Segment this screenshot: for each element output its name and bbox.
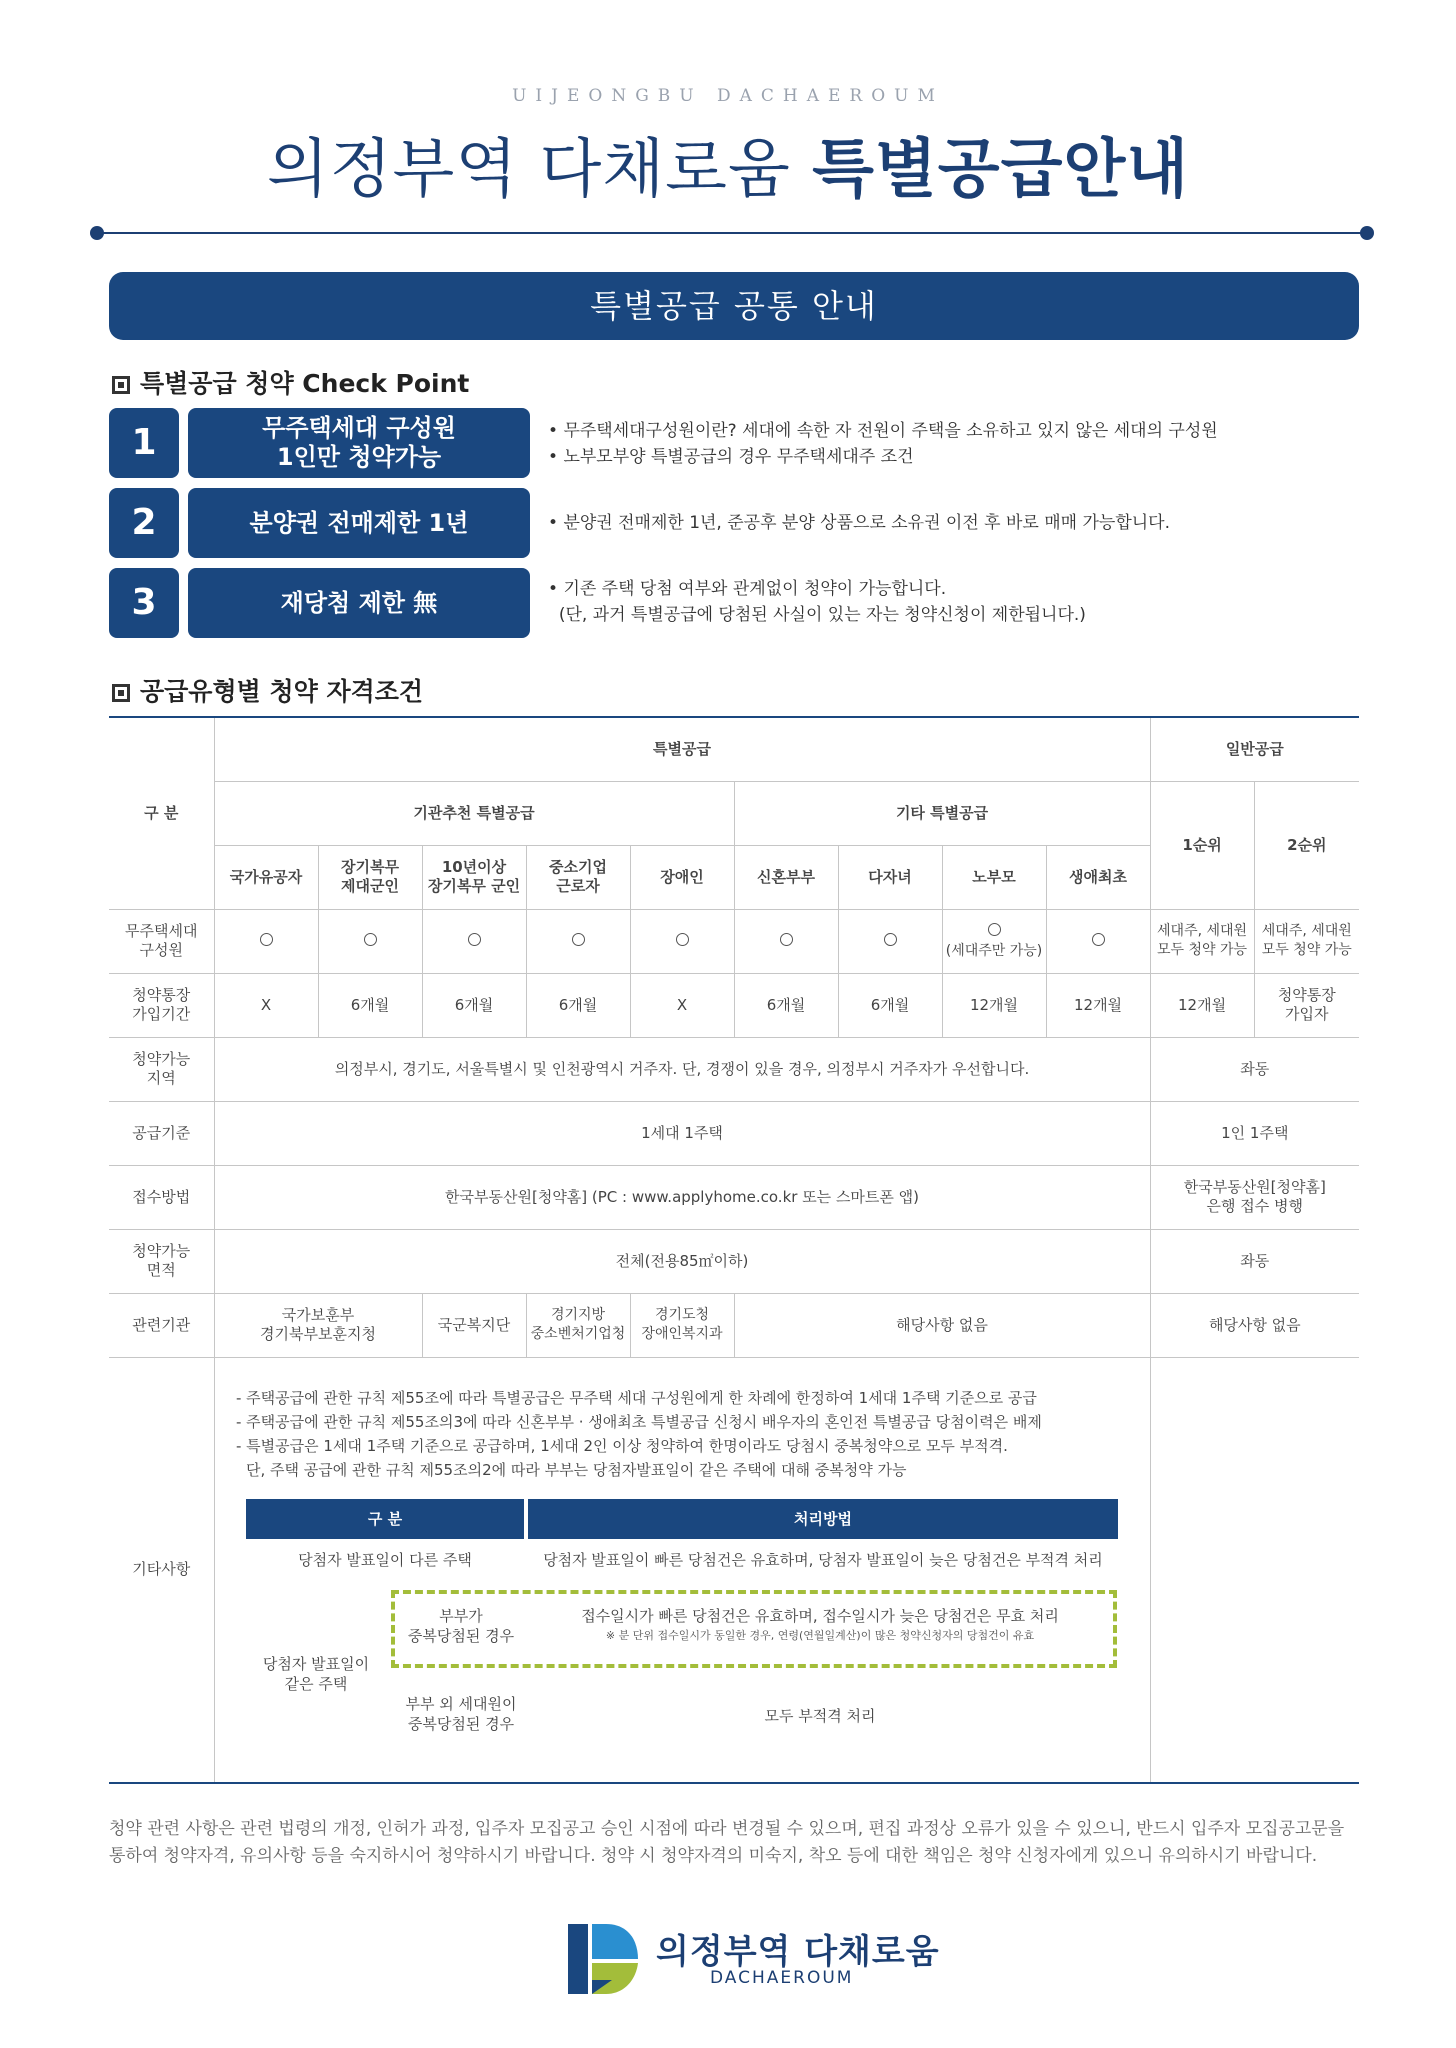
cell-value: 6개월: [526, 973, 630, 1037]
cell-circle: [318, 909, 422, 973]
cell-value: X: [630, 973, 734, 1037]
cell-value: 6개월: [422, 973, 526, 1037]
cell-circle: [214, 909, 318, 973]
checkpoint-label-3: 재당첨 제한 無: [188, 568, 530, 638]
header-general: 일반공급: [1150, 717, 1359, 781]
cell-general-supply: 1인 1주택: [1150, 1101, 1359, 1165]
sub-header-method: 처리방법: [528, 1499, 1118, 1539]
checkpoint-number-1: 1: [109, 408, 179, 478]
diff-date-label: 당첨자 발표일이 다른 주택: [298, 1551, 472, 1569]
cell-circle: [838, 909, 942, 973]
row-label-agency: 관련기관: [109, 1293, 214, 1357]
cell-value: 6개월: [838, 973, 942, 1037]
cell-second-homeless: 세대주, 세대원 모두 청약 가능: [1254, 909, 1359, 973]
cell-first-homeless: 세대주, 세대원 모두 청약 가능: [1150, 909, 1254, 973]
cell-agency: 국가보훈부 경기북부보훈지청: [214, 1293, 422, 1357]
header-other-special: 기타 특별공급: [734, 781, 1150, 845]
col-header: 국가유공자: [214, 845, 318, 909]
header-second-rank: 2순위: [1254, 781, 1359, 909]
diff-date-method: 당첨자 발표일이 빠른 당첨건은 유효하며, 당첨자 발표일이 늦은 당첨건은 부적격 처리: [543, 1551, 1103, 1569]
qualification-section-title: 공급유형별 청약 자격조건: [112, 672, 423, 708]
row-label-region: 청약가능 지역: [109, 1037, 214, 1101]
square-bullet-icon: [112, 376, 130, 394]
cell-value: 12개월: [1046, 973, 1150, 1037]
row-label-homeless: 무주택세대 구성원: [109, 909, 214, 973]
cell-circle: [422, 909, 526, 973]
row-label-method: 접수방법: [109, 1165, 214, 1229]
cell-agency: 국군복지단: [422, 1293, 526, 1357]
cell-supply: 1세대 1주택: [214, 1101, 1150, 1165]
cell-value: 12개월: [942, 973, 1046, 1037]
divider-dot-right: [1360, 226, 1374, 240]
page-title: [0, 118, 1456, 210]
col-header: 10년이상 장기복무 군인: [422, 845, 526, 909]
col-header: 노부모: [942, 845, 1046, 909]
circle-icon: [260, 933, 273, 946]
other-member-label: 부부 외 세대원이 중복당첨된 경우: [405, 1695, 517, 1733]
col-header: 신혼부부: [734, 845, 838, 909]
cell-value: 6개월: [318, 973, 422, 1037]
circle-icon: [572, 933, 585, 946]
couple-label: 부부가 중복당첨된 경우: [407, 1607, 515, 1645]
cell-region: 의정부시, 경기도, 서울특별시 및 인천광역시 거주자. 단, 경쟁이 있을 경우, 의정부시 거주자가 우선합니다.: [214, 1037, 1150, 1101]
checkpoint-label-2: 분양권 전매제한 1년: [188, 488, 530, 558]
circle-icon: [780, 933, 793, 946]
cell-circle: [630, 909, 734, 973]
cell-circle: [1046, 909, 1150, 973]
cell-general-method: 한국부동산원[청약홈] 은행 접수 병행: [1150, 1165, 1359, 1229]
cell-general-etc: [1150, 1357, 1359, 1783]
logo-korean: 의정부역 다채로움: [656, 1932, 940, 1972]
cell-circle: [734, 909, 838, 973]
cell-agency: 경기지방 중소벤처기업청: [526, 1293, 630, 1357]
header-special: 특별공급: [214, 717, 1150, 781]
checkpoint-desc-1: • 무주택세대구성원이란? 세대에 속한 자 전원이 주택을 소유하고 있지 않은 세대의 구성원 • 노부모부양 특별공급의 경우 무주택세대주 조건: [548, 418, 1218, 470]
other-member-method: 모두 부적격 처리: [764, 1707, 876, 1725]
title-bold: 특별공급안내: [812, 133, 1190, 207]
checkpoint-section-title: 특별공급 청약 Check Point: [112, 364, 469, 400]
row-label-account: 청약통장 가입기간: [109, 973, 214, 1037]
circle-icon: [676, 933, 689, 946]
cell-agency-none: 해당사항 없음: [734, 1293, 1150, 1357]
checkpoint-desc-3: • 기존 주택 당첨 여부와 관계없이 청약이 가능합니다. (단, 과거 특별공급에 당첨된 사실이 있는 자는 청약신청이 제한됩니다.): [548, 576, 1086, 628]
dachaeroum-logo-icon: [566, 1922, 640, 1996]
cell-general-area: 좌동: [1150, 1229, 1359, 1293]
row-label-area: 청약가능 면적: [109, 1229, 214, 1293]
section-banner: 특별공급 공통 안내: [109, 272, 1359, 340]
english-subtitle: UIJEONGBU DACHAEROUM: [512, 86, 944, 106]
couple-method: 접수일시가 빠른 당첨건은 유효하며, 접수일시가 늦은 당첨건은 무효 처리 ※ 분 단위 접수일시가 동일한 경우, 연령(연월일계산)이 많은 청약신청자의 당첨건이 유효: [581, 1607, 1059, 1642]
checkpoint-number-2: 2: [109, 488, 179, 558]
square-bullet-icon: [112, 684, 130, 702]
header-first-rank: 1순위: [1150, 781, 1254, 909]
col-header: 장애인: [630, 845, 734, 909]
cell-value: 6개월: [734, 973, 838, 1037]
checkpoint-desc-2: • 분양권 전매제한 1년, 준공후 분양 상품으로 소유권 이전 후 바로 매매 가능합니다.: [548, 510, 1170, 536]
sub-header-gubun: 구 분: [246, 1499, 524, 1539]
cell-circle: [526, 909, 630, 973]
disclaimer: 청약 관련 사항은 관련 법령의 개정, 인허가 과정, 입주자 모집공고 승인 시점에 따라 변경될 수 있으며, 편집 과정상 오류가 있을 수 있으니, 반드시 입주자 모집공고문을 통하여 청약자격, 유의사항 등을 숙지하시어 청약하시기 바랍니다. 청약 시 청약자격의 미숙지, 착오 등에 대한 책임은 청약 신청자에게 있으니 유의하시기 바랍니다.: [109, 1819, 1345, 1866]
logo-english: DACHAEROUM: [710, 1968, 854, 1988]
cell-agency: 경기도청 장애인복지과: [630, 1293, 734, 1357]
circle-icon: [988, 923, 1001, 936]
circle-icon: [1092, 933, 1105, 946]
cell-second-account: 청약통장 가입자: [1254, 973, 1359, 1037]
same-date-label: 당첨자 발표일이 같은 주택: [262, 1655, 370, 1693]
header-institution: 기관추천 특별공급: [214, 781, 734, 845]
checkpoint-number-3: 3: [109, 568, 179, 638]
etc-notes: - 주택공급에 관한 규칙 제55조에 따라 특별공급은 무주택 세대 구성원에게 한 차례에 한정하여 1세대 1주택 기준으로 공급 - 주택공급에 관한 규칙 제55조의3에 따라 신혼부부 · 생애최초 특별공급 신청시 배우자의 혼인전 특별공급 당첨이력은 배제 - 특별공급은 1세대 1주택 기준으로 공급하며, 1세대 2인 이상 청약하여 한명이라도 당첨시 중복청약으로 모두 부적격. 단, 주택 공급에 관한 규칙 제55조의2에 따라 부부는 당첨자발표일이 같은 주택에 대해 중복청약 가능: [236, 1389, 1042, 1479]
title-divider: [96, 232, 1368, 234]
cell-method: 한국부동산원[청약홈] (PC : www.applyhome.co.kr 또는 스마트폰 앱): [214, 1165, 1150, 1229]
cell-value: X: [214, 973, 318, 1037]
col-header: 중소기업 근로자: [526, 845, 630, 909]
cell-general-agency: 해당사항 없음: [1150, 1293, 1359, 1357]
checkpoint-label-1: 무주택세대 구성원 1인만 청약가능: [188, 408, 530, 478]
title-normal: 의정부역 다채로움: [266, 133, 813, 207]
header-gubun: 구 분: [109, 717, 214, 909]
circle-icon: [884, 933, 897, 946]
col-header: 다자녀: [838, 845, 942, 909]
cell-area: 전체(전용85㎡이하): [214, 1229, 1150, 1293]
row-label-etc: 기타사항: [109, 1357, 214, 1783]
cell-value: 12개월: [1150, 973, 1254, 1037]
col-header: 생애최초: [1046, 845, 1150, 909]
circle-icon: [364, 933, 377, 946]
col-header: 장기복무 제대군인: [318, 845, 422, 909]
cell-general-region: 좌동: [1150, 1037, 1359, 1101]
circle-icon: [468, 933, 481, 946]
cell-elderly: (세대주만 가능): [942, 909, 1046, 973]
row-label-supply: 공급기준: [109, 1101, 214, 1165]
